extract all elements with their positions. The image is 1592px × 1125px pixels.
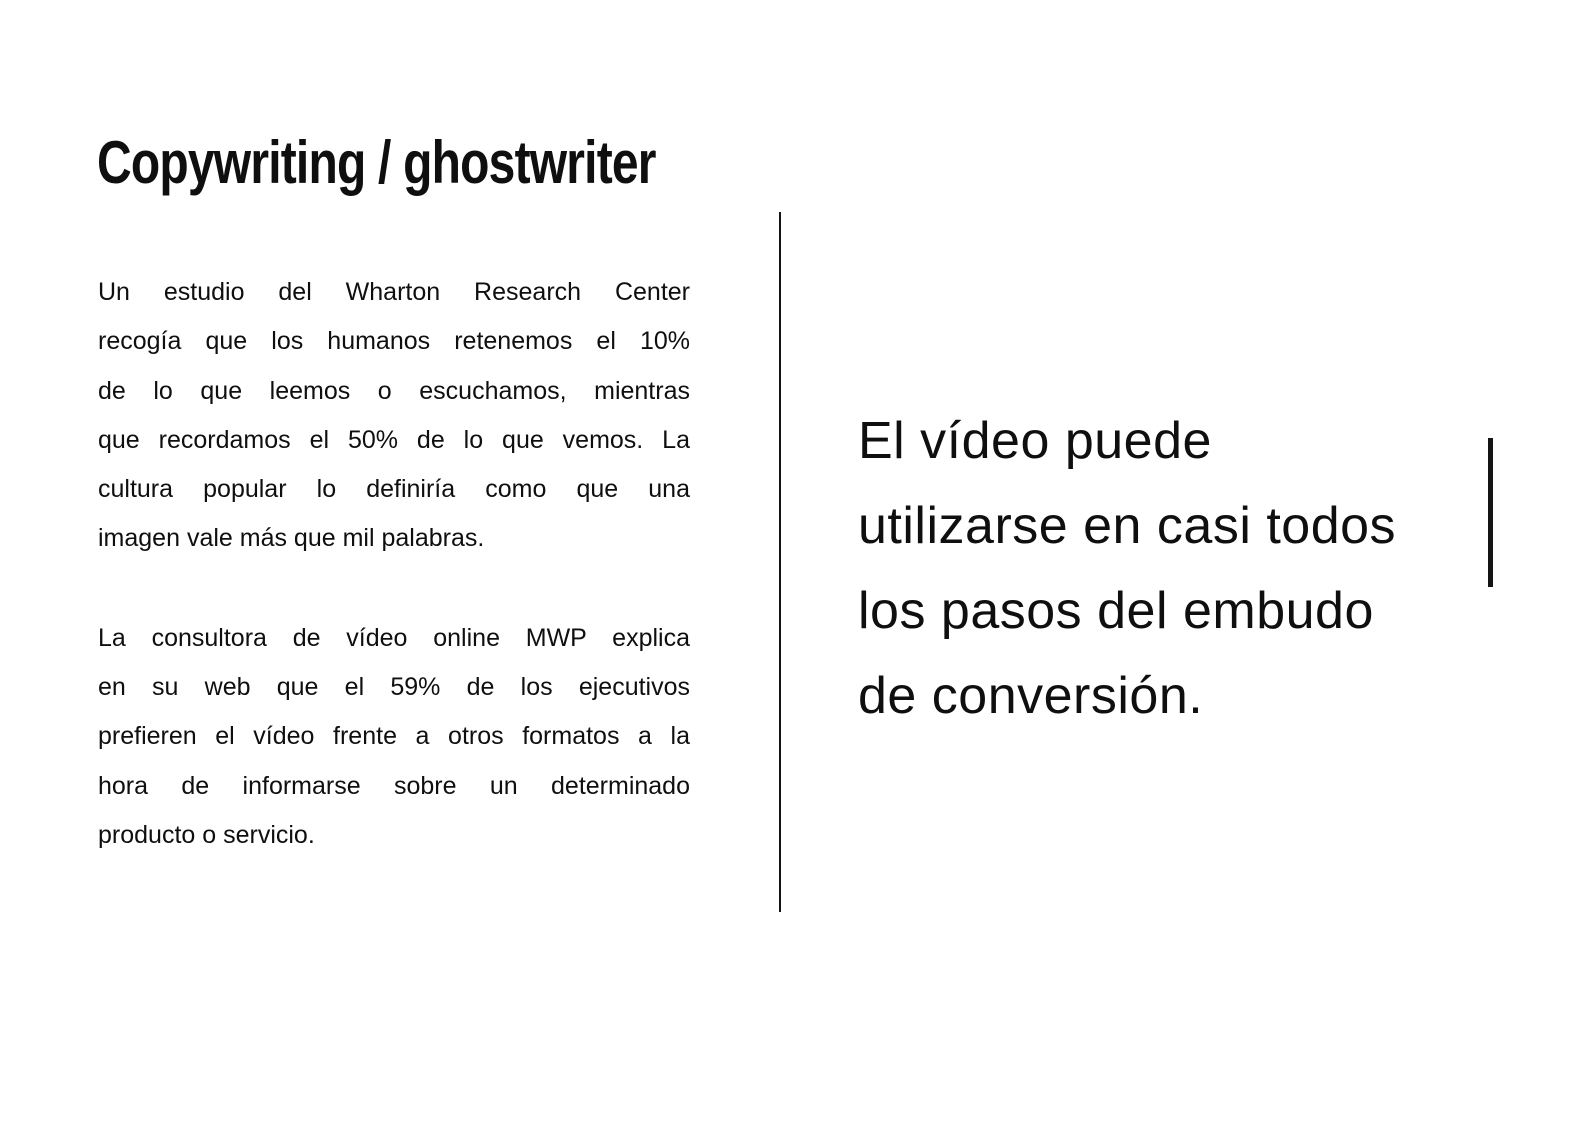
paragraph (98, 614, 690, 860)
text-line: en su web que el 59% de los ejecutivos (98, 673, 690, 702)
pull-quote (858, 399, 1498, 739)
text-line: El vídeo puede (858, 412, 1212, 470)
text-line: prefieren el vídeo frente a otros formatos a la (98, 722, 690, 751)
text-line: de lo que leemos o escuchamos, mientras (98, 376, 690, 405)
text-line: los pasos del embudo (858, 582, 1374, 640)
text-line: que recordamos el 50% de lo que vemos. La (98, 425, 690, 454)
text-line: hora de informarse sobre un determinado (98, 771, 690, 800)
vertical-divider (779, 212, 781, 912)
text-line: La consultora de vídeo online MWP explica (98, 623, 690, 652)
text-line: imagen vale más que mil palabras. (98, 524, 485, 553)
page-title: Copywriting / ghostwriter (97, 129, 656, 197)
text-line: utilizarse en casi todos (858, 497, 1397, 555)
text-line: recogía que los humanos retenemos el 10% (98, 327, 690, 356)
text-line: de conversión. (858, 667, 1204, 725)
text-line: producto o servicio. (98, 820, 315, 849)
paragraph (98, 268, 690, 564)
body-column (98, 268, 690, 860)
quote-accent-bar (1488, 438, 1493, 587)
text-line: cultura popular lo definiría como que una (98, 475, 690, 504)
text-line: Un estudio del Wharton Research Center (98, 278, 690, 306)
